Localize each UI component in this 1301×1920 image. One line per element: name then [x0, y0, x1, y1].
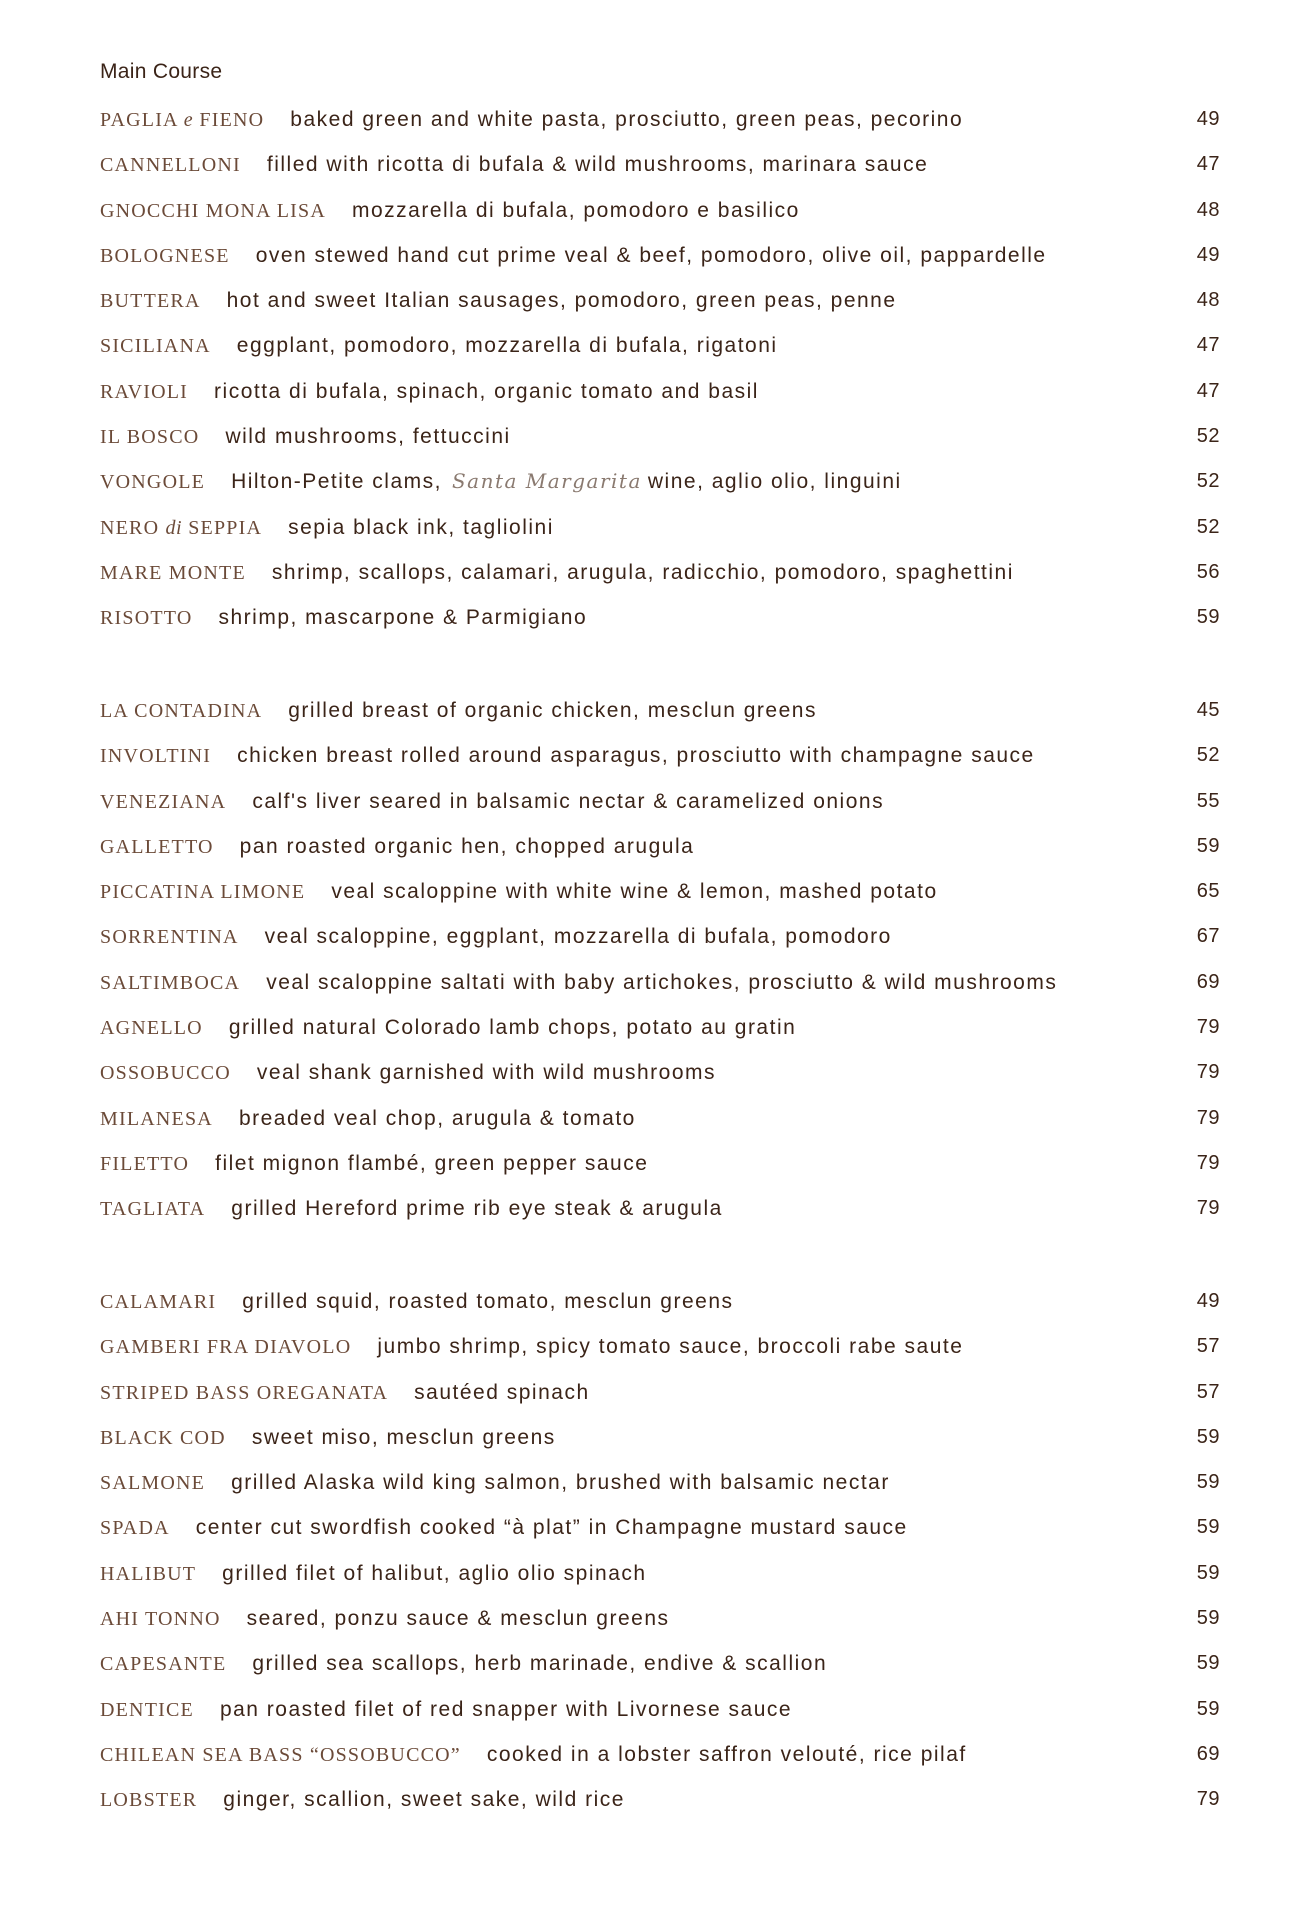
dish-price: 79: [1196, 1106, 1220, 1129]
menu-item: [100, 550, 1220, 595]
dish-name: OSSOBUCCO: [100, 1062, 231, 1085]
dish-price: 48: [1196, 198, 1220, 221]
menu-item: [100, 824, 1220, 869]
menu-item: [100, 97, 1220, 142]
dish-price: 47: [1196, 379, 1220, 402]
dish-name: LOBSTER: [100, 1789, 198, 1812]
dish-description: grilled filet of halibut, aglio olio spinach: [222, 1561, 647, 1585]
dish-price: 57: [1196, 1380, 1220, 1403]
menu-item: [100, 1732, 1220, 1777]
dish-description: oven stewed hand cut prime veal & beef, pomodoro, olive oil, pappardelle: [255, 243, 1047, 267]
dish-name: STRIPED BASS OREGANATA: [100, 1381, 389, 1404]
dish-description: sepia black ink, tagliolini: [288, 515, 554, 539]
dish-name: FILETTO: [100, 1152, 190, 1175]
dish-price: 48: [1196, 289, 1220, 312]
dish-description: pan roasted filet of red snapper with Livornese sauce: [219, 1697, 793, 1721]
dish-name: LA CONTADINA: [100, 700, 263, 722]
dish-name: MARE MONTE: [100, 561, 246, 584]
dish-description: breaded veal chop, arugula & tomato: [238, 1106, 636, 1130]
dish-description: sweet miso, mesclun greens: [251, 1425, 556, 1449]
menu-item: [100, 1324, 1220, 1369]
dish-name: PAGLIA e FIENO: [100, 109, 265, 131]
dish-name: VONGOLE: [100, 471, 206, 494]
dish-name: RISOTTO: [100, 607, 193, 630]
dish-price: 59: [1196, 606, 1220, 629]
dish-price: 59: [1196, 834, 1220, 857]
dish-description: jumbo shrimp, spicy tomato sauce, broccoli rabe saute: [377, 1335, 964, 1359]
dish-description: veal scaloppine with white wine & lemon, mashed potato: [331, 880, 938, 904]
dish-description: sautéed spinach: [414, 1380, 590, 1404]
menu-item: [100, 1415, 1220, 1460]
dish-description: chicken breast rolled around asparagus, prosciutto with champagne sauce: [237, 744, 1035, 768]
dish-price: 59: [1196, 1471, 1220, 1494]
dish-name: DENTICE: [100, 1698, 194, 1721]
dish-name: RAVIOLI: [100, 380, 189, 403]
dish-description: wild mushrooms, fettuccini: [225, 425, 511, 449]
dish-name: CHILEAN SEA BASS “OSSOBUCCO”: [100, 1743, 461, 1766]
dish-name: TAGLIATA: [100, 1198, 206, 1221]
dish-description: veal scaloppine saltati with baby artichokes, prosciutto & wild mushrooms: [266, 970, 1058, 994]
dish-description: grilled sea scallops, herb marinade, endive & scallion: [252, 1652, 828, 1676]
dish-description: baked green and white pasta, prosciutto, green peas, pecorino: [290, 108, 964, 131]
dish-price: 52: [1196, 425, 1220, 448]
dish-price: 55: [1196, 789, 1220, 812]
dish-price: 49: [1196, 1290, 1220, 1312]
dish-price: 57: [1196, 1335, 1220, 1358]
dish-name: VENEZIANA: [100, 790, 227, 813]
dish-name: IL BOSCO: [100, 426, 200, 449]
dish-description: grilled natural Colorado lamb chops, potato au gratin: [228, 1016, 797, 1040]
fish-section: [100, 1279, 1220, 1823]
dish-description: calf's liver seared in balsamic nectar & caramelized onions: [252, 789, 885, 813]
dish-price: 65: [1196, 880, 1220, 903]
dish-price: 47: [1196, 153, 1220, 176]
dish-description: shrimp, scallops, calamari, arugula, radicchio, pomodoro, spaghettini: [271, 560, 1014, 584]
menu-item: [100, 1370, 1220, 1415]
dish-name: BOLOGNESE: [100, 244, 230, 267]
dish-name: CALAMARI: [100, 1291, 217, 1313]
dish-price: 52: [1196, 744, 1220, 767]
pasta-section: [100, 97, 1220, 641]
dish-name: SPADA: [100, 1517, 170, 1540]
dish-name: MILANESA: [100, 1107, 213, 1130]
menu-item: [100, 595, 1220, 640]
dish-price: 59: [1196, 1652, 1220, 1675]
menu-item: [100, 1186, 1220, 1231]
menu-item: [100, 869, 1220, 914]
dish-name: SALMONE: [100, 1472, 206, 1495]
dish-price: 49: [1196, 108, 1220, 130]
menu-item: [100, 1005, 1220, 1050]
dish-description: filet mignon flambé, green pepper sauce: [215, 1151, 649, 1175]
dish-name: SORRENTINA: [100, 926, 239, 949]
dish-price: 79: [1196, 1151, 1220, 1174]
menu-item: [100, 688, 1220, 733]
dish-name: PICCATINA LIMONE: [100, 881, 306, 904]
dish-description: veal shank garnished with wild mushrooms: [256, 1061, 717, 1085]
menu-item: [100, 1050, 1220, 1095]
menu-item: [100, 459, 1220, 504]
menu-item: [100, 1279, 1220, 1324]
menu-item: [100, 779, 1220, 824]
page-title: Main Course: [100, 60, 223, 83]
dish-price: 59: [1196, 1607, 1220, 1630]
dish-price: 52: [1196, 515, 1220, 538]
dish-name: CAPESANTE: [100, 1653, 227, 1676]
menu-item: [100, 278, 1220, 323]
dish-price: 52: [1196, 470, 1220, 493]
menu-item: [100, 1141, 1220, 1186]
menu-item: [100, 914, 1220, 959]
meat-section: [100, 688, 1220, 1232]
dish-price: 59: [1196, 1425, 1220, 1448]
dish-price: 59: [1196, 1561, 1220, 1584]
menu-item: [100, 1777, 1220, 1822]
dish-name: SALTIMBOCA: [100, 971, 241, 994]
dish-description: veal scaloppine, eggplant, mozzarella di bufala, pomodoro: [264, 925, 892, 949]
dish-description: grilled Hereford prime rib eye steak & arugula: [231, 1197, 723, 1221]
menu-item: [100, 505, 1220, 550]
dish-description: ginger, scallion, sweet sake, wild rice: [223, 1788, 625, 1812]
dish-price: 49: [1196, 243, 1220, 266]
dish-description: hot and sweet Italian sausages, pomodoro, green peas, penne: [226, 289, 897, 313]
wine-name-script: Santa Margarita: [451, 469, 642, 494]
dish-name: GNOCCHI MONA LISA: [100, 199, 326, 222]
dish-description: pan roasted organic hen, chopped arugula: [239, 834, 695, 858]
menu-item: [100, 1460, 1220, 1505]
dish-description: cooked in a lobster saffron velouté, rice pilaf: [486, 1742, 967, 1766]
menu-item: [100, 1596, 1220, 1641]
dish-description: grilled breast of organic chicken, mesclun greens: [288, 699, 817, 722]
dish-description: seared, ponzu sauce & mesclun greens: [246, 1607, 670, 1631]
menu-item: [100, 1505, 1220, 1550]
dish-description: shrimp, mascarpone & Parmigiano: [218, 606, 588, 630]
dish-price: 79: [1196, 1061, 1220, 1084]
menu-item: [100, 233, 1220, 278]
dish-price: 69: [1196, 970, 1220, 993]
dish-name: NERO di SEPPIA: [100, 516, 263, 539]
dish-name: INVOLTINI: [100, 745, 212, 768]
dish-price: 59: [1196, 1697, 1220, 1720]
menu-item: [100, 369, 1220, 414]
dish-name: AGNELLO: [100, 1017, 203, 1040]
dish-name: AHI TONNO: [100, 1608, 221, 1631]
menu-item: [100, 414, 1220, 459]
dish-price: 67: [1196, 925, 1220, 948]
dish-name: CANNELLONI: [100, 154, 241, 177]
dish-description: eggplant, pomodoro, mozzarella di bufala, rigatoni: [236, 334, 778, 358]
dish-description: mozzarella di bufala, pomodoro e basilico: [351, 198, 800, 222]
dish-price: 47: [1196, 334, 1220, 357]
dish-description: ricotta di bufala, spinach, organic tomato and basil: [214, 379, 759, 403]
menu-item: [100, 1551, 1220, 1596]
dish-description: grilled Alaska wild king salmon, brushed with balsamic nectar: [231, 1471, 890, 1495]
dish-price: 56: [1196, 560, 1220, 583]
menu-item: [100, 960, 1220, 1005]
dish-description: center cut swordfish cooked “à plat” in Champagne mustard sauce: [195, 1516, 908, 1540]
dish-description: grilled squid, roasted tomato, mesclun greens: [242, 1290, 734, 1313]
menu-item: [100, 323, 1220, 368]
dish-name: HALIBUT: [100, 1562, 197, 1585]
dish-name: GAMBERI FRA DIAVOLO: [100, 1336, 352, 1359]
menu-item: [100, 1096, 1220, 1141]
dish-price: 59: [1196, 1516, 1220, 1539]
dish-price: 45: [1196, 699, 1220, 721]
menu-item: [100, 188, 1220, 233]
dish-name: SICILIANA: [100, 335, 211, 358]
dish-name: GALLETTO: [100, 835, 214, 858]
menu-item: [100, 142, 1220, 187]
dish-price: 79: [1196, 1788, 1220, 1811]
dish-price: 79: [1196, 1016, 1220, 1039]
dish-price: 79: [1196, 1197, 1220, 1220]
dish-description: filled with ricotta di bufala & wild mushrooms, marinara sauce: [266, 153, 929, 177]
menu-item: [100, 1687, 1220, 1732]
dish-price: 69: [1196, 1742, 1220, 1765]
menu-item: [100, 1641, 1220, 1686]
menu-item: [100, 733, 1220, 778]
dish-name: BLACK COD: [100, 1426, 226, 1449]
dish-description: Hilton-Petite clams, Santa Margarita wine, aglio olio, linguini: [231, 469, 902, 494]
dish-name: BUTTERA: [100, 290, 201, 313]
